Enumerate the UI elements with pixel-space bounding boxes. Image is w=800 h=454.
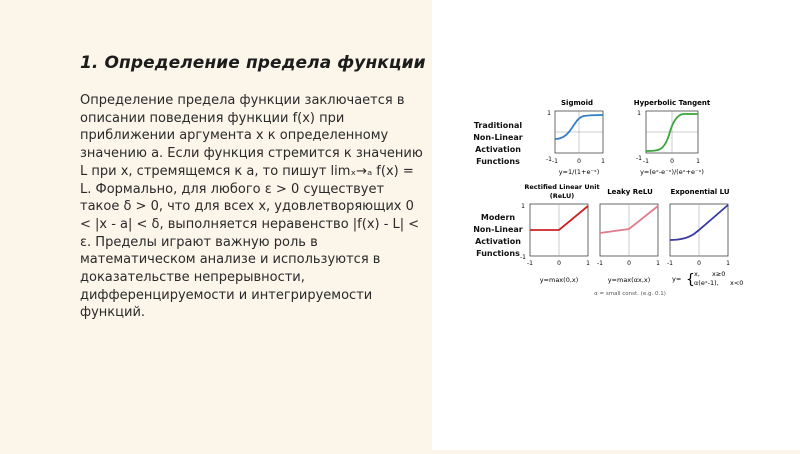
elu-plot [667,188,743,288]
traditional-label-4: Functions [476,157,520,166]
elu-brace: { [686,272,695,288]
sigmoid-formula: y=1/(1+e⁻ˣ) [558,168,600,176]
tanh-formula: y=(eˣ-e⁻ˣ)/(eˣ+e⁻ˣ) [640,168,704,176]
slide-paragraph: Определение предела функции заключается в описании поведения функции f(x) при приближении аргумента x к определенному значению a. Если функция стремится к значению L при x, стремящемся к a, то пишут limₓ→ₐ f(x) = L. Формально, для любого ε > 0 существует такое δ > 0, что для всех x, удовлетворяющих 0 < |x - a| < δ, выполняется неравенство |f(x) - L| < ε. Пределы играют важную роль в математическом анализе и используются в доказательстве непрерывности, дифференцируемости и интегрируемости функций. [80,93,423,321]
modern-label-1: Modern [480,213,516,222]
elu-tick-x-neg1: -1 [667,260,673,267]
relu-title-1: Rectified Linear Unit [524,183,600,191]
sigmoid-tick-x-1: 1 [601,158,605,165]
leaky-tick-x-neg1: -1 [597,260,603,267]
traditional-label-2: Non-Linear [473,133,523,142]
traditional-label-1: Traditional [473,121,523,130]
relu-tick-x-neg1: -1 [527,260,533,267]
figure-panel [432,0,800,450]
tanh-title: Hyperbolic Tangent [633,99,711,107]
relu-tick-x-1: 1 [586,260,590,267]
relu-plot [520,183,600,284]
sigmoid-plot [546,99,605,176]
alpha-footnote: α = small const. (e.g. 0.1) [594,291,666,297]
leaky-tick-x-1: 1 [656,260,660,267]
tanh-tick-x-neg1: -1 [643,158,649,165]
sigmoid-tick-neg1: -1 [546,156,552,163]
modern-label-2: Non-Linear [473,225,523,234]
modern-label-4: Functions [476,249,520,258]
activation-functions-figure [432,0,800,450]
relu-tick-neg1: -1 [520,254,526,261]
leaky-title: Leaky ReLU [607,188,653,196]
sigmoid-tick-1: 1 [547,110,551,117]
relu-title-2: (ReLU) [549,192,575,200]
modern-label-3: Activation [475,237,521,246]
sigmoid-title: Sigmoid [561,99,593,107]
sigmoid-tick-0: 0 [577,158,581,165]
relu-tick-1: 1 [521,203,525,210]
leaky-tick-0: 0 [627,260,631,267]
elu-tick-0: 0 [697,260,701,267]
tanh-tick-0: 0 [670,158,674,165]
elu-case1: x, [694,270,700,278]
tanh-tick-1: 1 [637,110,641,117]
sigmoid-tick-x-neg1: -1 [552,158,558,165]
relu-tick-0: 0 [557,260,561,267]
elu-title: Exponential LU [670,188,730,196]
elu-case1-cond: x≥0 [712,270,726,278]
tanh-tick-x-1: 1 [696,158,700,165]
leaky-formula: y=max(αx,x) [607,276,651,284]
elu-formula-y: y= [672,275,682,283]
tanh-plot [634,99,711,176]
traditional-label-3: Activation [475,145,521,154]
elu-case2-cond: x<0 [730,279,744,287]
leaky-relu-plot [597,188,660,284]
slide-title: 1. Определение предела функции [80,53,426,73]
tanh-tick-neg1: -1 [636,155,642,162]
relu-formula: y=max(0,x) [539,276,579,284]
elu-case2: α(eˣ-1), [694,279,719,287]
elu-tick-x-1: 1 [726,260,730,267]
